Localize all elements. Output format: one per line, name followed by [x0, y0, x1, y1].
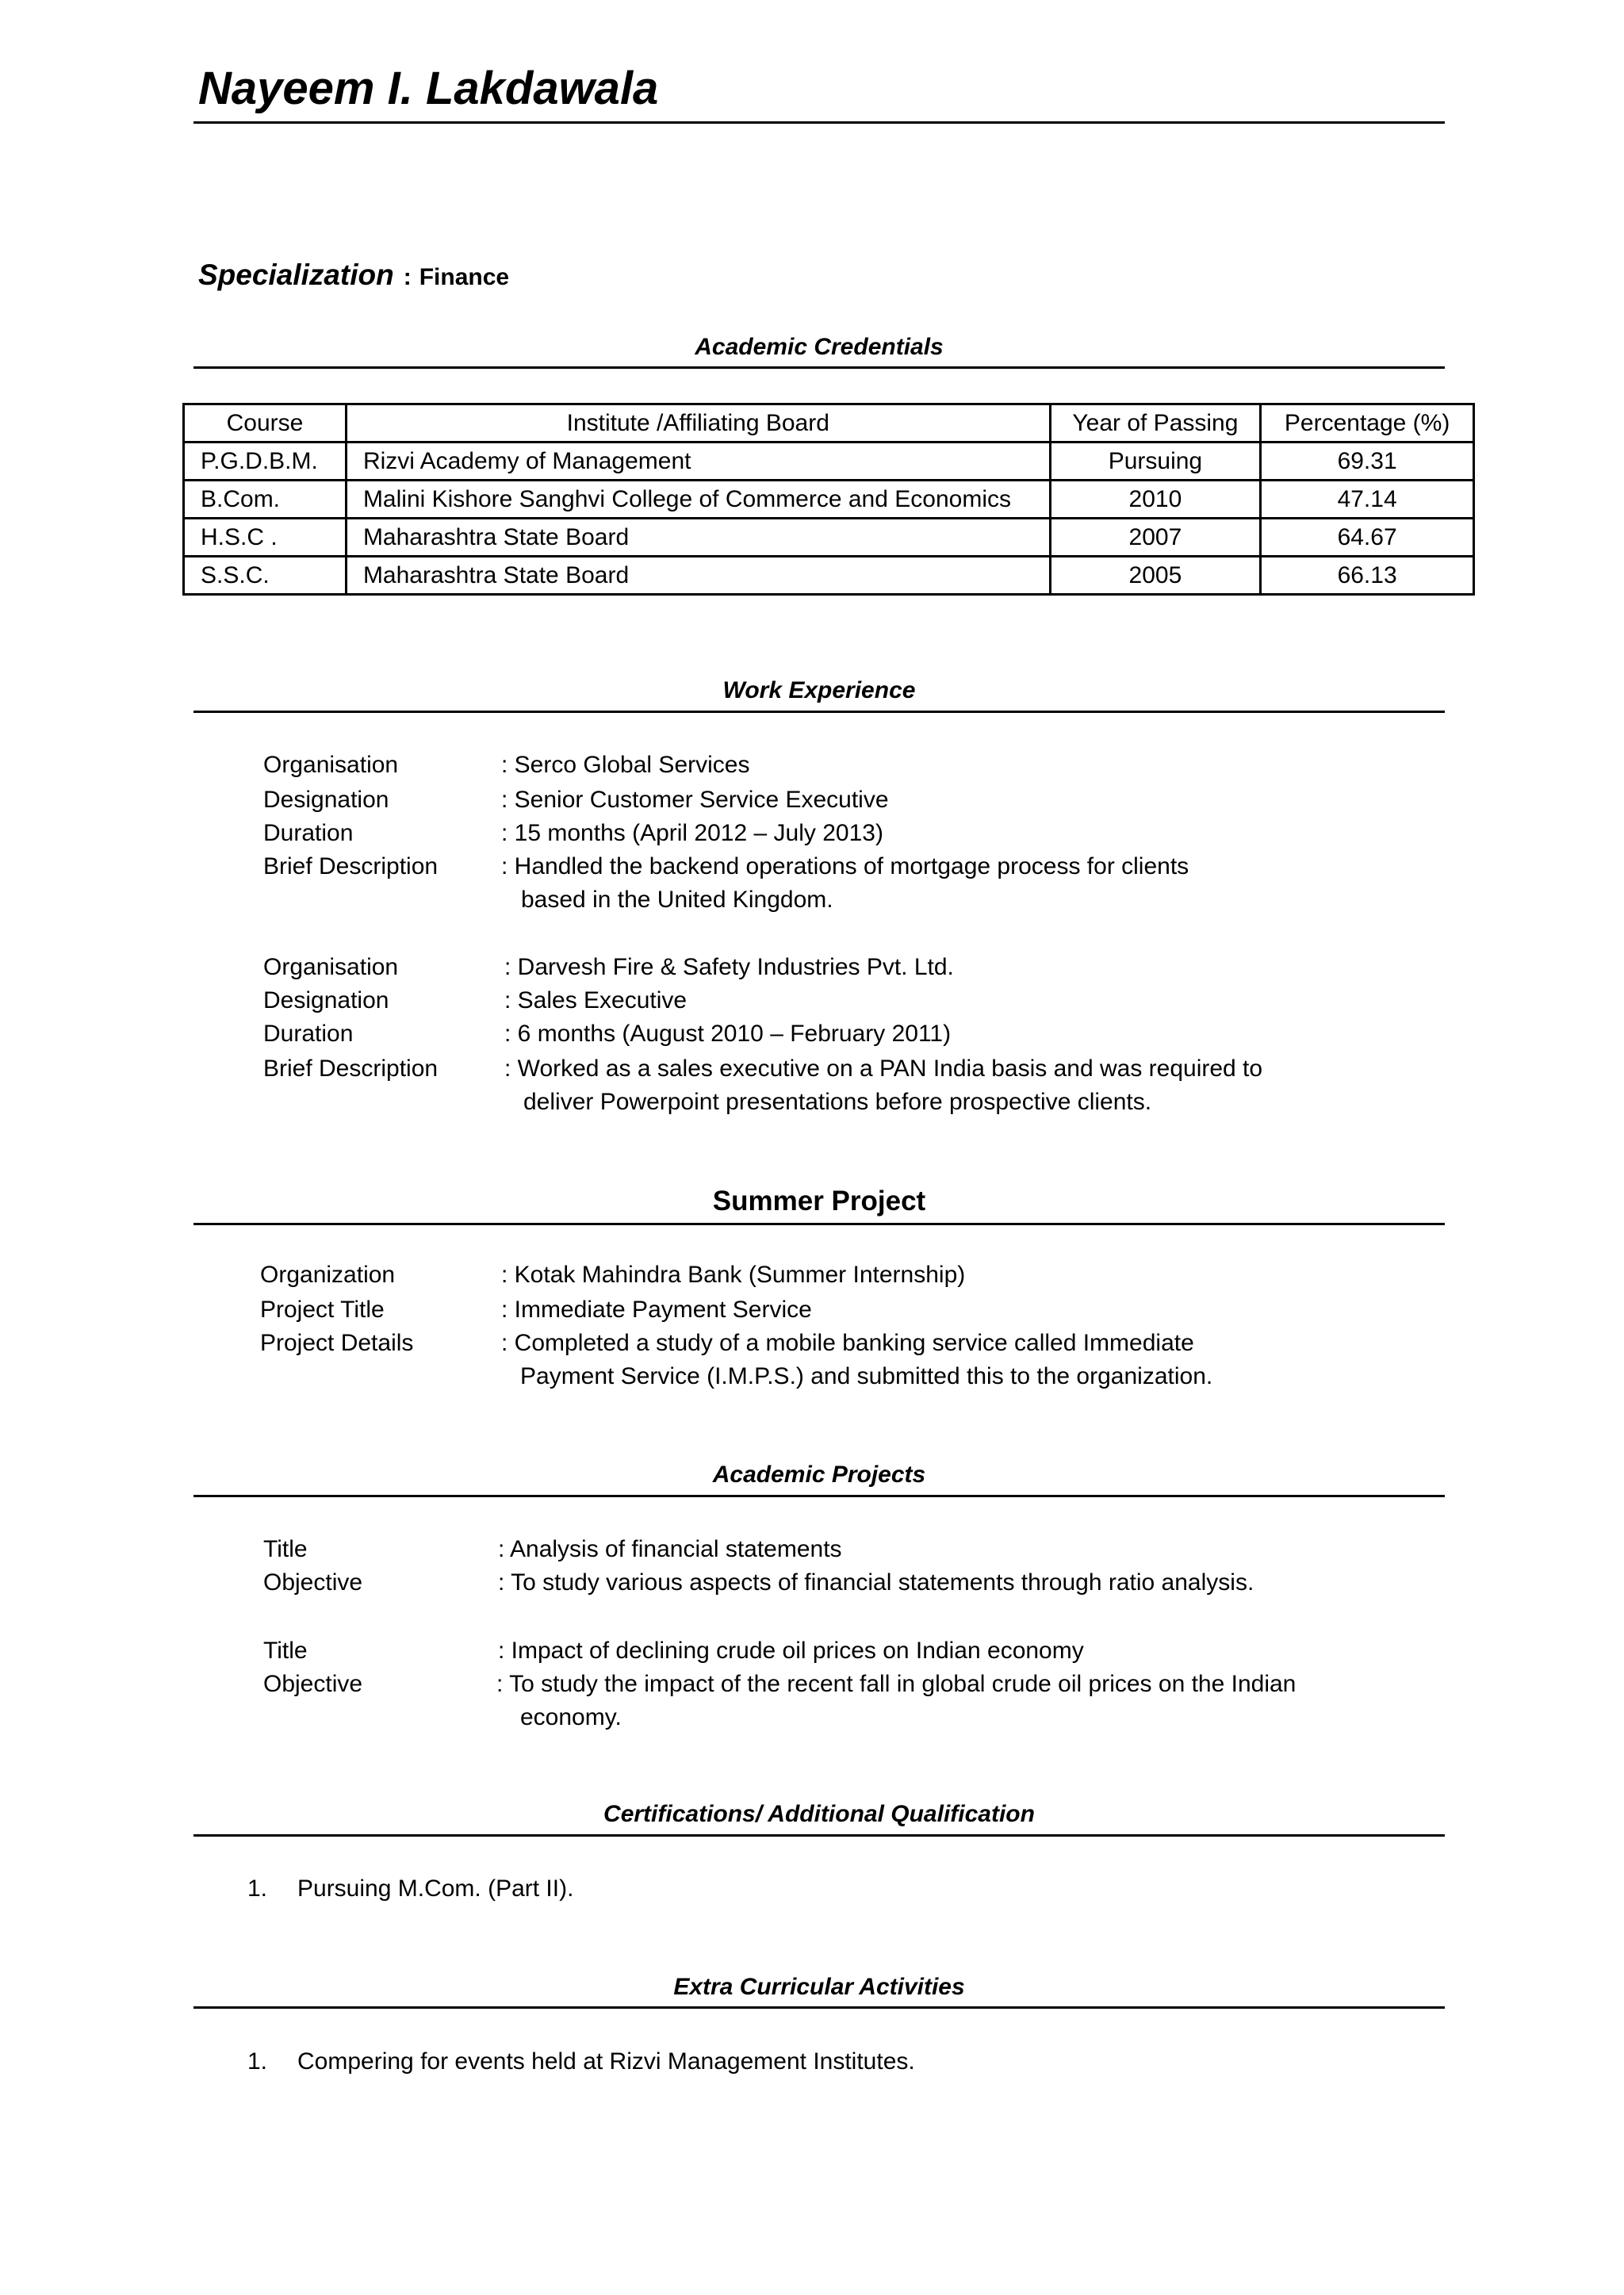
project-1-objective-label: Objective — [263, 1569, 363, 1596]
job-2-description-line-1: : Worked as a sales executive on a PAN India basis and was required to — [504, 1056, 1263, 1082]
work-experience-rule — [193, 711, 1445, 713]
summer-project-details-line-1: : Completed a study of a mobile banking service called Immediate — [501, 1330, 1194, 1356]
name-underline — [193, 121, 1445, 124]
job-2-designation-value: : Sales Executive — [504, 987, 688, 1013]
year-cell: Pursuing — [1050, 443, 1261, 481]
percentage-cell: 69.31 — [1261, 443, 1474, 481]
project-2-title-value: : Impact of declining crude oil prices on Indian economy — [498, 1638, 1084, 1664]
column-header-course: Course — [184, 404, 347, 443]
table-row — [184, 443, 1474, 481]
certification-item-number: 1. — [247, 1875, 268, 1902]
extra-curricular-item-number: 1. — [247, 2048, 268, 2075]
table-row — [184, 557, 1474, 595]
summer-organization-value: : Kotak Mahindra Bank (Summer Internship) — [501, 1262, 966, 1288]
specialization-value: Finance — [419, 264, 510, 290]
table-row — [184, 519, 1474, 557]
summer-project-title-label: Project Title — [260, 1297, 385, 1323]
institute-cell: Rizvi Academy of Management — [346, 443, 1050, 481]
course-cell: H.S.C . — [184, 519, 347, 557]
project-2-title-label: Title — [263, 1638, 308, 1664]
summer-project-title-value: : Immediate Payment Service — [501, 1297, 812, 1323]
job-2-duration-value: : 6 months (August 2010 – February 2011) — [504, 1021, 952, 1047]
job-2-organisation-label: Organisation — [263, 954, 399, 980]
job-2-description-line-2: deliver Powerpoint presentations before prospective clients. — [523, 1089, 1152, 1115]
summer-project-details-line-2: Payment Service (I.M.P.S.) and submitted this to the organization. — [520, 1363, 1213, 1389]
project-1-title-label: Title — [263, 1536, 308, 1562]
institute-cell: Maharashtra State Board — [346, 557, 1050, 595]
job-1-description-label: Brief Description — [263, 853, 439, 879]
course-cell: P.G.D.B.M. — [184, 443, 347, 481]
candidate-name: Nayeem I. Lakdawala — [198, 63, 659, 114]
job-1-description-line-1: : Handled the backend operations of mortgage process for clients — [501, 853, 1189, 879]
job-1-description-line-2: based in the United Kingdom. — [521, 887, 833, 913]
job-2-description-label: Brief Description — [263, 1056, 439, 1082]
extra-curricular-heading: Extra Curricular Activities — [673, 1974, 965, 2000]
extra-curricular-item-text: Compering for events held at Rizvi Management Institutes. — [297, 2048, 915, 2075]
table-row — [184, 481, 1474, 519]
certification-item-text: Pursuing M.Com. (Part II). — [297, 1875, 574, 1902]
job-1-duration-label: Duration — [263, 820, 354, 846]
job-1-organisation-label: Organisation — [263, 752, 399, 778]
job-1-organisation-value: : Serco Global Services — [501, 752, 750, 778]
academic-credentials-rule — [193, 366, 1445, 369]
table-header-row — [184, 404, 1474, 443]
project-1-title-value: : Analysis of financial statements — [498, 1536, 842, 1562]
academic-projects-heading: Academic Projects — [712, 1462, 926, 1488]
academic-credentials-table — [182, 403, 1475, 596]
job-1-designation-value: : Senior Customer Service Executive — [501, 787, 889, 813]
summer-project-details-label: Project Details — [260, 1330, 414, 1356]
specialization-label: Specialization — [198, 259, 394, 291]
institute-cell: Maharashtra State Board — [346, 519, 1050, 557]
job-1-designation-label: Designation — [263, 787, 389, 813]
extra-curricular-rule — [193, 2006, 1445, 2009]
column-header-percentage: Percentage (%) — [1261, 404, 1474, 443]
percentage-cell: 47.14 — [1261, 481, 1474, 519]
project-2-objective-line-2: economy. — [520, 1704, 622, 1730]
column-header-year: Year of Passing — [1050, 404, 1261, 443]
course-cell: S.S.C. — [184, 557, 347, 595]
column-header-institute: Institute /Affiliating Board — [346, 404, 1050, 443]
certifications-rule — [193, 1834, 1445, 1837]
specialization-separator: : — [403, 264, 412, 290]
job-2-duration-label: Duration — [263, 1021, 354, 1047]
summer-project-rule — [193, 1223, 1445, 1225]
specialization-line — [198, 259, 509, 292]
summer-organization-label: Organization — [260, 1262, 396, 1288]
project-2-objective-line-1: : To study the impact of the recent fall in global crude oil prices on the Indian — [496, 1671, 1297, 1697]
percentage-cell: 66.13 — [1261, 557, 1474, 595]
academic-credentials-heading: Academic Credentials — [695, 334, 944, 360]
year-cell: 2005 — [1050, 557, 1261, 595]
summer-project-heading: Summer Project — [712, 1186, 926, 1216]
percentage-cell: 64.67 — [1261, 519, 1474, 557]
job-1-duration-value: : 15 months (April 2012 – July 2013) — [501, 820, 883, 846]
certifications-heading: Certifications/ Additional Qualification — [603, 1801, 1035, 1827]
institute-cell: Malini Kishore Sanghvi College of Commerce and Economics — [346, 481, 1050, 519]
academic-projects-rule — [193, 1495, 1445, 1497]
year-cell: 2010 — [1050, 481, 1261, 519]
project-1-objective-value: : To study various aspects of financial statements through ratio analysis. — [498, 1569, 1254, 1596]
work-experience-heading: Work Experience — [722, 677, 916, 703]
year-cell: 2007 — [1050, 519, 1261, 557]
course-cell: B.Com. — [184, 481, 347, 519]
project-2-objective-label: Objective — [263, 1671, 363, 1697]
job-2-organisation-value: : Darvesh Fire & Safety Industries Pvt. Ltd. — [504, 954, 954, 980]
job-2-designation-label: Designation — [263, 987, 389, 1013]
